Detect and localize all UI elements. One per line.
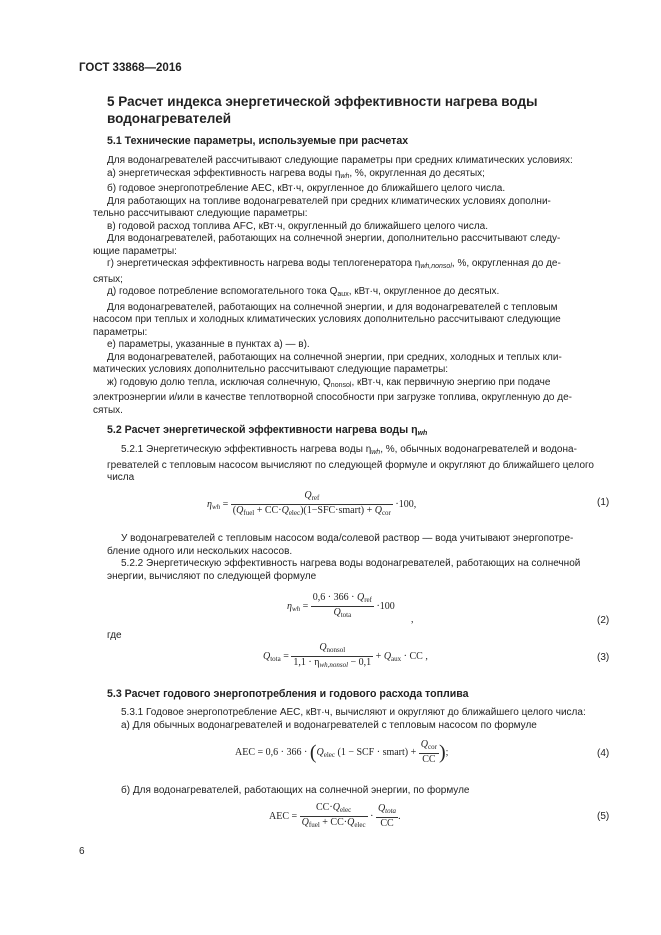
text-line: числа [107,472,135,483]
subsection-5-2-title: 5.2 Расчет энергетической эффективности нагрева воды $\eta_{wh}$ [107,424,428,437]
text-line: энергии, вычисляют по следующей формуле [107,570,317,582]
text-line: сятых. [93,404,123,416]
text-line: бление одного или нескольких насосов. [107,545,293,557]
text-line: тельно рассчитывают следующие параметры: [93,208,308,219]
text-line: д) годовое потребление вспомогательного тока $Q_{aux}$, кВт·ч, округленное до десятых. [107,286,500,298]
equation-1-number: (1) [597,497,610,508]
paragraph-heat-pump-note [107,533,613,583]
equation-1-fraction: $\frac{Q_{ref}}{(Q_{fuel} + CC\cdot Q_{elec})(1-SFC\cdot smart) + Q_{cor}}$ [232,490,391,517]
text-line: насосом при теплых и холодных климатических условиях дополнительно рассчитывают следующие [93,314,561,325]
equation-4-number: (4) [597,748,610,759]
paragraph-5-3-1 [107,707,613,732]
text-line: а) энергетическая эффективность нагрева воды $\eta_{wh}$, %, округленная до десятых; [107,167,485,180]
section-5-title: 5 Расчет индекса энергетической эффективности нагрева воды водонагревателей [107,94,538,126]
text-line: в) годовой расход топлива AFC, кВт·ч, округленный до ближайшего целого числа. [107,220,488,232]
equation-3-fraction: $\frac{Q_{nonsol}}{1,1 \cdot \eta_{wh,nonsol} - 0,1}$ [293,642,372,669]
equation-2: $\eta_{wh}$ = $\frac{0,6 \cdot 366 \cdot Q_{ref}}{Q_{tota}}$ ·100 [287,592,395,619]
text-line: Для водонагревателей рассчитывают следующие параметры при средних климатических условиях: [107,155,573,166]
text-line: Для водонагревателей, работающих на солнечной энергии, и для водонагревателей с тепловым [107,301,558,313]
subsection-5-1-body [93,155,613,417]
text-line: Для водонагревателей, работающих на солнечной энергии, дополнительно рассчитывают следу- [107,233,561,244]
document-header: ГОСТ 33868—2016 [79,62,182,74]
text-line: сятых; [93,273,123,285]
text-line: ющие параметры: [93,245,177,257]
equation-5: AEC = $\frac{CC\cdot Q_{elec}}{Q_{fuel} + CC\cdot Q_{elec}}$ · $\frac{Q_{tota}}{CC}$ . [269,802,401,829]
text-line: матических условиях дополнительно рассчитывают следующие параметры: [93,364,449,375]
text-line: электроэнергии и/или в качестве теплотворной способности при загрузке топлива, округленную до де- [93,392,572,403]
text-line: г) энергетическая эффективность нагрева воды теплогенератора $\eta_{wh,nonsol}$, %, округленная до де- [107,258,561,270]
text-line: 5.2.1 Энергетическую эффективность нагрева воды $\eta_{wh}$, %, обычных водонагревателей и водона- [121,444,577,456]
text-line: Для водонагревателей, работающих на солнечной энергии, при средних, холодных и теплых кли- [107,351,562,363]
text-line: 5.2.2 Энергетическую эффективность нагрева воды водонагревателей, работающих на солнечной [121,558,581,569]
equation-4-fraction: $\frac{Q_{cor}}{CC}$ [420,739,437,765]
text-line: параметры: [93,326,148,338]
text-line: ж) годовую долю тепла, исключая солнечную, $Q_{nonsol}$, кВт·ч, как первичную энергию при подаче [107,376,551,389]
text-line: а) Для обычных водонагревателей и водонагревателей с тепловым насосом по формуле [121,719,537,731]
text-line: б) Для водонагревателей, работающих на солнечной энергии, по формуле [121,785,470,796]
equation-3: $Q_{tota}$ = $\frac{Q_{nonsol}}{1,1 \cdot \eta_{wh,nonsol} - 0,1}$ + $Q_{aux}$ · CC , [263,642,428,669]
where-label [107,630,167,643]
text-line: У водонагревателей с тепловым насосом вода/солевой раствор — вода учитывают энергопотре- [121,533,574,544]
equation-2-fraction: $\frac{0,6 \cdot 366 \cdot Q_{ref}}{Q_{tota}}$ [312,592,372,619]
equation-2-number: (2) [597,615,610,626]
text-line: где [107,630,122,641]
equation-3-number: (3) [597,652,610,663]
text-line: гревателей с тепловым насосом вычисляют по следующей формуле и округляют до ближайшего целого [107,459,594,471]
text-line: б) годовое энергопотребление АЕС, кВт·ч, округленное до ближайшего целого числа. [107,183,506,194]
text-line: е) параметры, указанные в пунктах а) — в). [107,339,310,350]
equation-5-number: (5) [597,811,610,822]
subsection-5-3-title: 5.3 Расчет годового энергопотребления и годового расхода топлива [107,688,469,700]
page-number: 6 [79,846,85,857]
text-line: 5.3.1 Годовое энергопотребление АЕС, кВт·ч, вычисляют и округляют до ближайшего целого числа: [121,707,586,718]
equation-5-fraction-b: $\frac{Q_{tota}}{CC}$ [377,803,397,829]
paragraph-5-3-1-b [107,785,613,798]
text-line: Для работающих на топливе водонагревателей при средних климатических условиях дополни- [107,195,551,207]
paragraph-5-2-1 [107,444,613,485]
equation-5-fraction-a: $\frac{CC\cdot Q_{elec}}{Q_{fuel} + CC\cdot Q_{elec}}$ [301,802,366,829]
subsection-5-1-title: 5.1 Технические параметры, используемые при расчетах [107,135,409,147]
equation-4: AEC = $0,6 \cdot 366 \cdot (Q_{elec}$ (1 − SCF · smart) + $\frac{Q_{cor}}{CC}$ ); [235,739,449,765]
equation-1: $\eta_{wh}$ = $\frac{Q_{ref}}{(Q_{fuel} + CC\cdot Q_{elec})(1-SFC\cdot smart) + Q_{cor}}$ ·100, [207,490,417,517]
equation-2-comma: , [411,614,414,625]
